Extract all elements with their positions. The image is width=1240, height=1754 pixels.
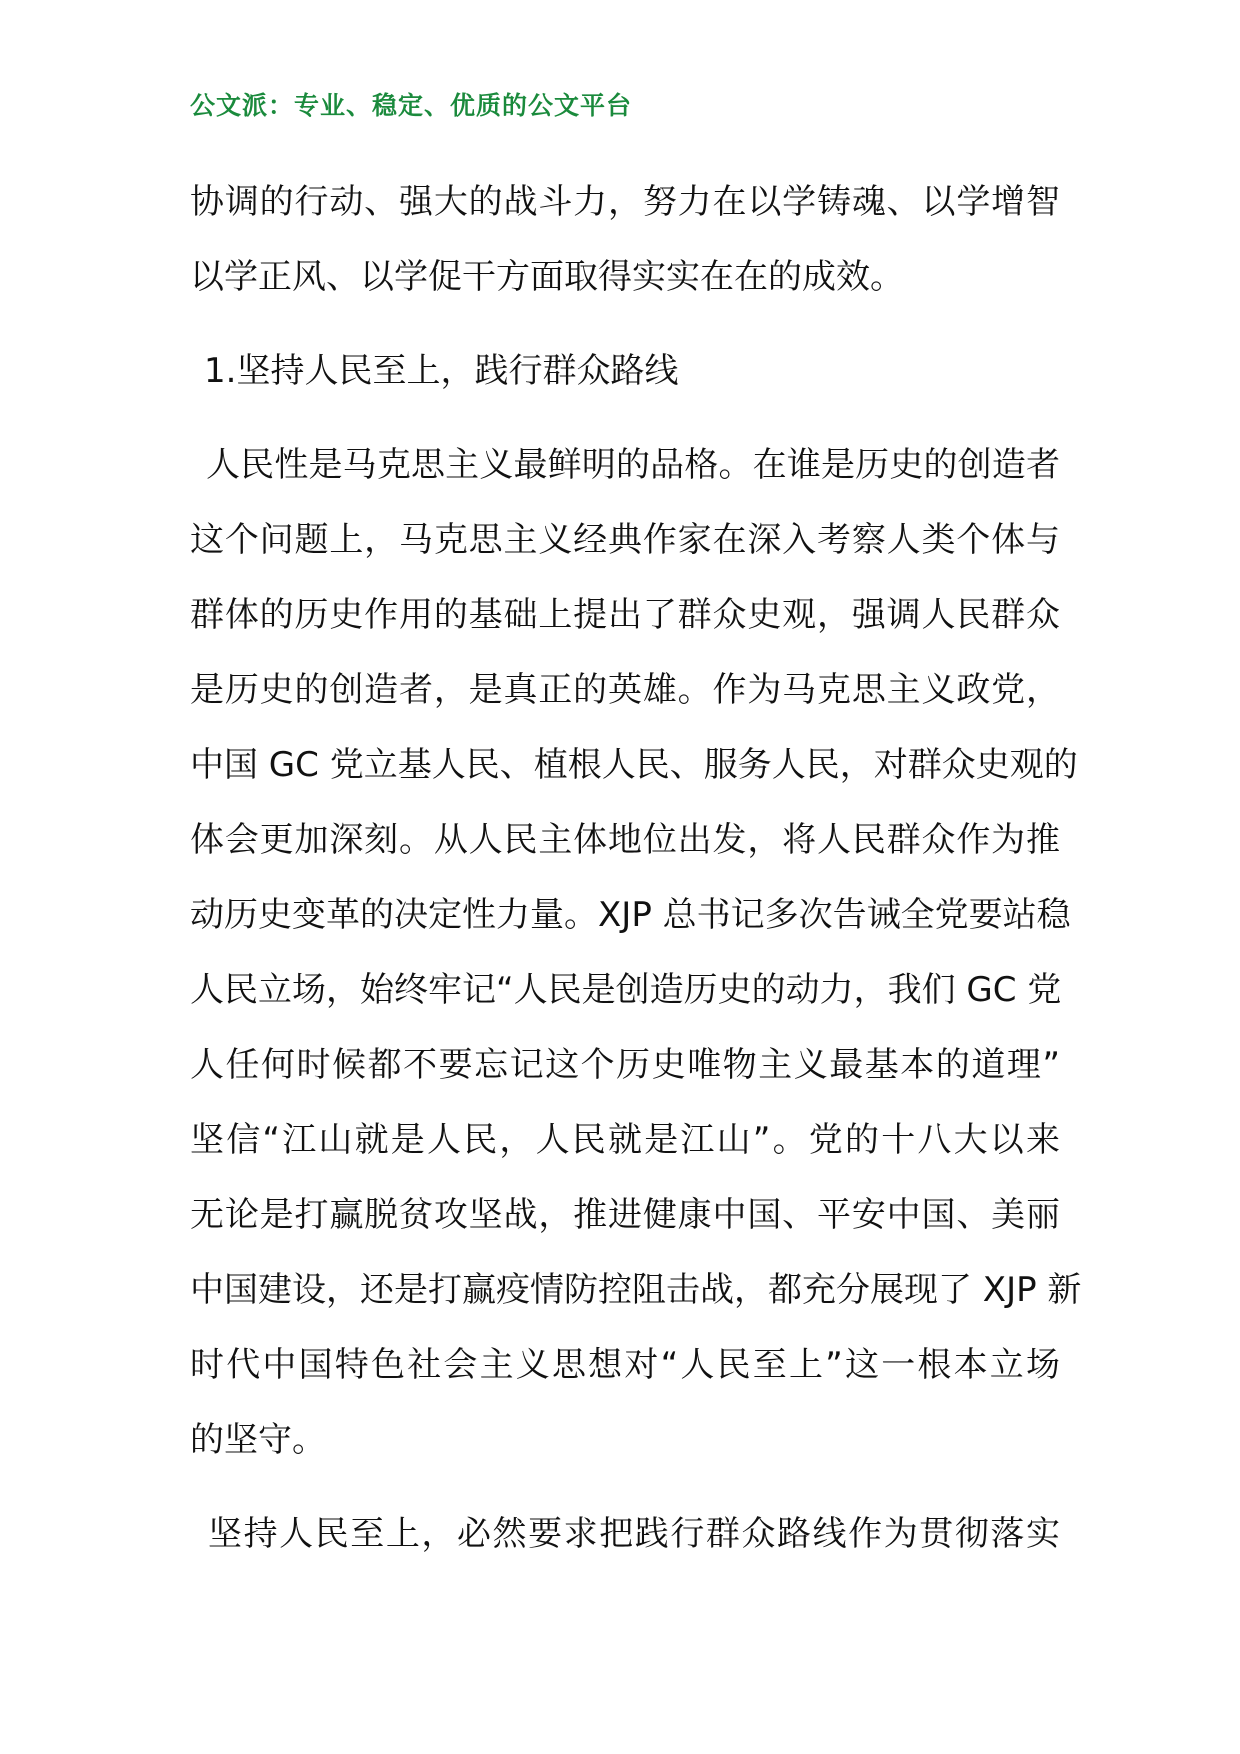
paragraph-3 <box>190 1497 1060 1572</box>
paragraph-2 <box>190 428 1082 1478</box>
paragraph-line: 中国 GC 党立基人民、植根人民、服务人民，对群众史观的 <box>190 745 1078 785</box>
paragraph-line: 人任何时候都不要忘记这个历史唯物主义最基本的道理” <box>190 1045 1060 1085</box>
paragraph-1 <box>190 165 1060 315</box>
paragraph-line: 群体的历史作用的基础上提出了群众史观，强调人民群众 <box>190 595 1060 635</box>
section-heading <box>190 334 1060 409</box>
paragraph-line: 坚信“江山就是人民，人民就是江山”。党的十八大以来 <box>190 1120 1060 1160</box>
paragraph-line: 这个问题上，马克思主义经典作家在深入考察人类个体与 <box>190 520 1060 560</box>
paragraph-line: 人民性是马克思主义最鲜明的品格。在谁是历史的创造者 <box>206 445 1060 485</box>
paragraph-line: 以学正风、以学促干方面取得实实在在的成效。 <box>190 257 904 297</box>
paragraph-line: 的坚守。 <box>190 1420 326 1460</box>
paragraph-line: 协调的行动、强大的战斗力，努力在以学铸魂、以学增智 <box>190 182 1060 222</box>
paragraph-line: 无论是打赢脱贫攻坚战，推进健康中国、平安中国、美丽 <box>190 1195 1060 1235</box>
paragraph-line: 中国建设，还是打赢疫情防控阻击战，都充分展现了 XJP 新 <box>190 1270 1082 1310</box>
heading-text: 1.坚持人民至上，践行群众路线 <box>204 351 679 391</box>
paragraph-line: 是历史的创造者，是真正的英雄。作为马克思主义政党， <box>190 670 1060 710</box>
paragraph-line: 体会更加深刻。从人民主体地位出发，将人民群众作为推 <box>190 820 1060 860</box>
paragraph-line: 时代中国特色社会主义思想对“人民至上”这一根本立场 <box>190 1345 1060 1385</box>
paragraph-line: 动历史变革的决定性力量。XJP 总书记多次告诫全党要站稳 <box>190 895 1071 935</box>
paragraph-line: 坚持人民至上，必然要求把践行群众路线作为贯彻落实 <box>208 1514 1060 1554</box>
paragraph-line: 人民立场，始终牢记“人民是创造历史的动力，我们 GC 党 <box>190 970 1062 1010</box>
header-title: 公文派：专业、稳定、优质的公文平台 <box>190 91 633 120</box>
document-body <box>190 165 1082 1572</box>
